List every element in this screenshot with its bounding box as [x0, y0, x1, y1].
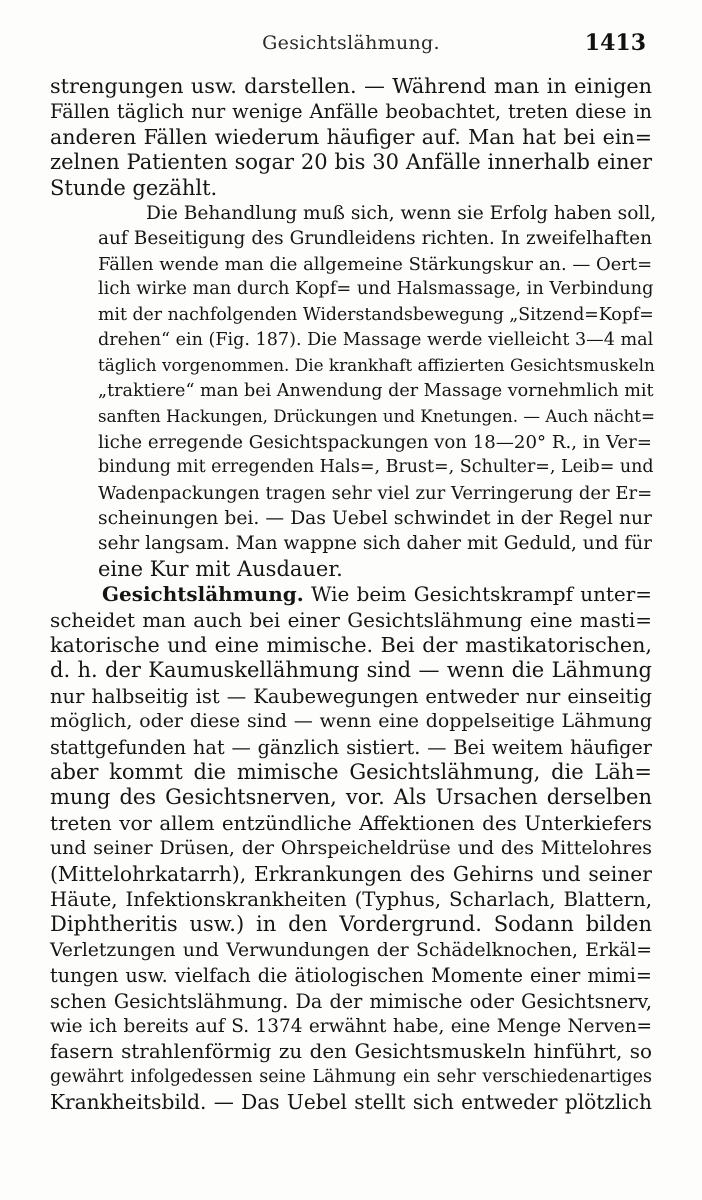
text-line: Fällen täglich nur wenige Anfälle beobachtet, treten diese in [50, 100, 652, 124]
text-line: „traktiere“ man bei Anwendung der Massage vornehmlich mit [98, 380, 654, 401]
text-line: Die Behandlung muß sich, wenn sie Erfolg haben soll, [146, 203, 657, 225]
text-line: täglich vorgenommen. Die krankhaft affizierten Gesichtsmuskeln [98, 355, 655, 376]
text-line: wie ich bereits auf S. 1374 erwähnt habe, eine Menge Nerven= [50, 1016, 652, 1038]
text-line: Verletzungen und Verwundungen der Schädelknochen, Erkäl= [50, 939, 652, 961]
text-line: (Mittelohrkatarrh), Erkrankungen des Gehirns und seiner [50, 861, 652, 886]
text-line: d. h. der Kaumuskellähmung sind — wenn die Lähmung [50, 658, 652, 683]
text-line: möglich, oder diese sind — wenn eine doppelseitige Lähmung [50, 710, 652, 733]
text-line: gewährt infolgedessen seine Lähmung ein sehr verschiedenartiges [50, 1066, 652, 1087]
text-line: Diphtheritis usw.) in den Vordergrund. Sodann bilden [50, 912, 652, 937]
text-line: tungen usw. vielfach die ätiologischen Momente einer mimi= [50, 964, 652, 988]
text-line-rest: Wie beim Gesichtskrampf unter= [303, 582, 652, 607]
text-line: treten vor allem entzündliche Affektionen des Unterkiefers [50, 811, 652, 835]
text-line: nur halbseitig ist — Kaubewegungen entweder nur einseitig [50, 684, 652, 708]
text-line: katorische und eine mimische. Bei der mastikatorischen, [50, 632, 652, 657]
text-line: Stunde gezählt. [50, 175, 218, 200]
text-line: sanften Hackungen, Drückungen und Knetungen. — Auch nächt= [98, 407, 655, 427]
text-line [50, 582, 652, 607]
text-line: und seiner Drüsen, der Ohrspeicheldrüse und des Mittelohres [50, 837, 652, 860]
page-header [0, 30, 702, 60]
text-line: drehen“ ein (Fig. 187). Die Massage werde vielleicht 3—4 mal [98, 330, 654, 351]
text-line: zelnen Patienten sogar 20 bis 30 Anfälle innerhalb einer [50, 150, 652, 175]
text-line: fasern strahlenförmig zu den Gesichtsmuskeln hinführt, so [50, 1040, 652, 1064]
text-line: bindung mit erregenden Hals=, Brust=, Schulter=, Leib= und [98, 457, 654, 478]
text-line: scheidet man auch bei einer Gesichtslähmung eine masti= [50, 607, 652, 632]
text-line: aber kommt die mimische Gesichtslähmung, die Läh= [50, 759, 652, 784]
text-line: Fällen wende man die allgemeine Stärkungskur an. — Oert= [98, 253, 653, 275]
text-line: strengungen usw. darstellen. — Während man in einigen [50, 74, 652, 98]
running-head: Gesichtslähmung. [262, 32, 440, 54]
paragraph-treatment [50, 201, 657, 582]
paragraph-continuation [50, 74, 652, 201]
text-line: stattgefunden hat — gänzlich sistiert. — Bei weitem häufiger [50, 735, 652, 759]
text-line: scheinungen bei. — Das Uebel schwindet in der Regel nur [98, 507, 652, 529]
text-line: Wadenpackungen tragen sehr viel zur Verringerung der Er= [98, 482, 653, 504]
page-number: 1413 [584, 30, 646, 56]
text-line: eine Kur mit Ausdauer. [98, 556, 343, 581]
paragraph-facial-paralysis [50, 582, 652, 1116]
text-line: sehr langsam. Man wappne sich daher mit Geduld, und für [98, 533, 652, 555]
text-line: Krankheitsbild. — Das Uebel stellt sich entweder plötzlich [50, 1090, 652, 1115]
text-line: mung des Gesichtsnerven, vor. Als Ursachen derselben [50, 785, 652, 810]
text-line: schen Gesichtslähmung. Da der mimische oder Gesichtsnerv, [50, 989, 652, 1013]
text-line: liche erregende Gesichtspackungen von 18—20° R., in Ver= [98, 431, 652, 453]
text-line: lich wirke man durch Kopf= und Halsmassage, in Verbindung [98, 279, 654, 300]
text-line: Häute, Infektionskrankheiten (Typhus, Scharlach, Blattern, [50, 888, 652, 911]
body-text [50, 74, 657, 1116]
text-line: auf Beseitigung des Grundleidens richten. In zweifelhaften [98, 228, 652, 250]
text-line: mit der nachfolgenden Widerstandsbewegung „Sitzend=Kopf= [98, 304, 654, 325]
text-line: anderen Fällen wiederum häufiger auf. Man hat bei ein= [50, 124, 652, 149]
section-heading: Gesichtslähmung. [102, 582, 304, 607]
